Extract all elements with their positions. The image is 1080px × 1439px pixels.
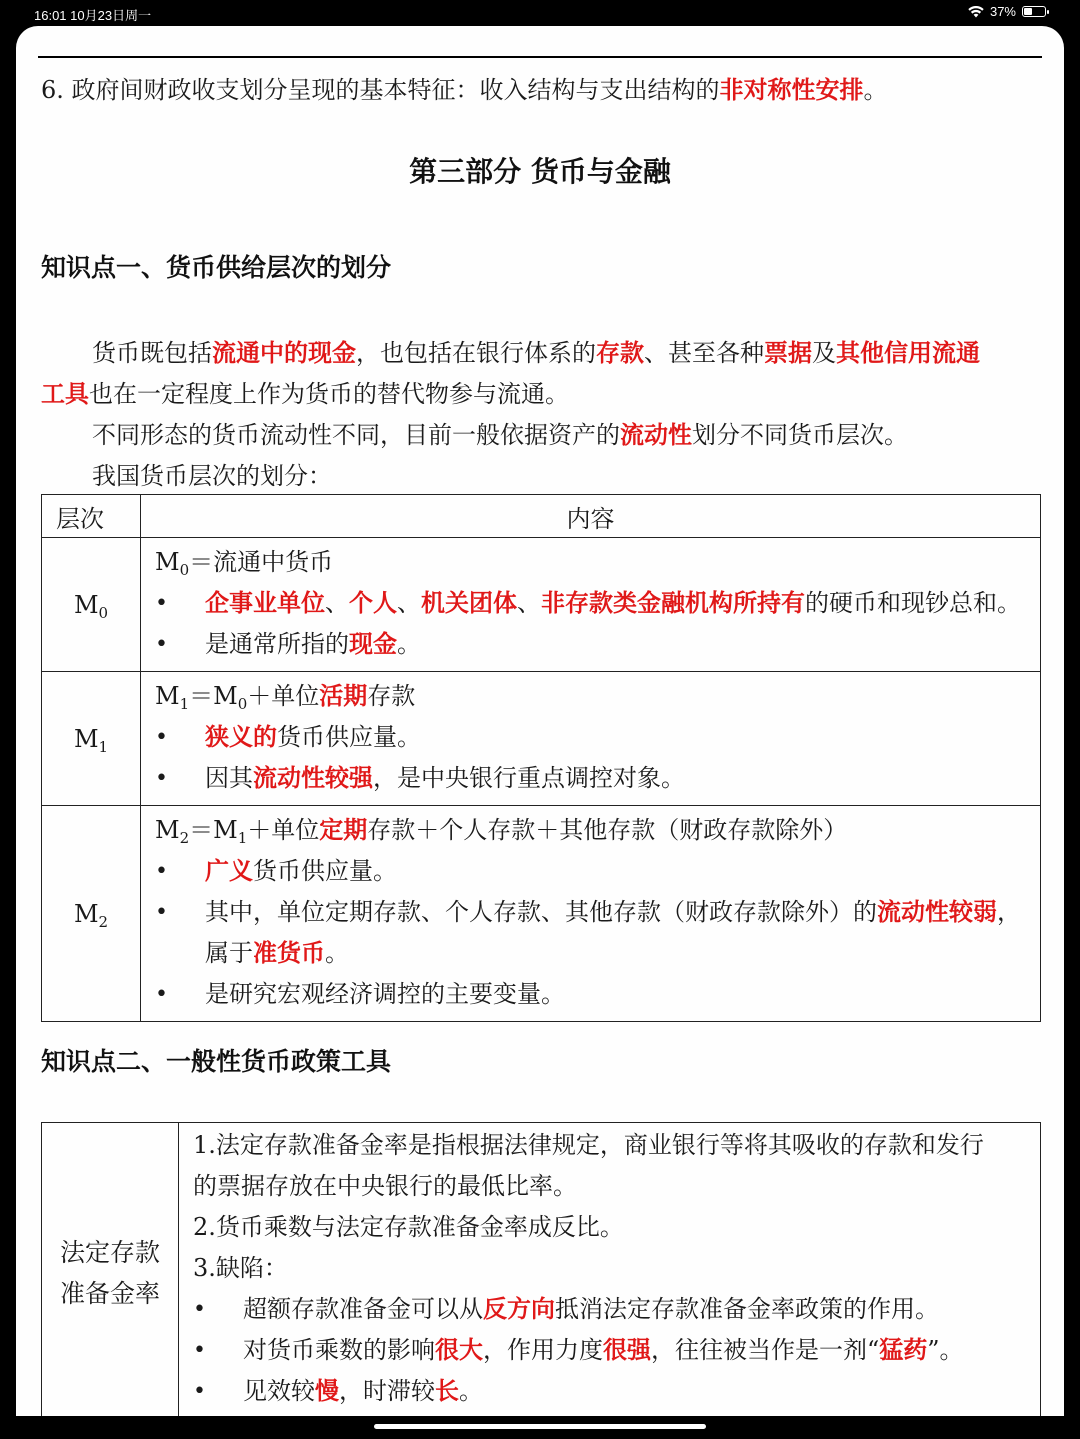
- para1-line2: [41, 374, 569, 409]
- m1-b1-end: 货币供应量。: [277, 723, 421, 751]
- reserve-ratio-content: [179, 1123, 1041, 1417]
- d2-c: ，往往被当作是一剂“: [651, 1336, 880, 1364]
- m2-b1-r: 广义: [205, 857, 253, 885]
- reserve-label-line2: 准备金率: [59, 1278, 160, 1308]
- d3-r1: 慢: [315, 1377, 339, 1405]
- table1-header-level: 层次: [42, 495, 141, 538]
- m2-content: [141, 806, 1041, 1022]
- document-page[interactable]: [16, 26, 1064, 1416]
- d2-end: ”。: [927, 1336, 964, 1364]
- m0-b1-r2: 个人: [349, 589, 397, 617]
- para1-c: ，也包括在银行体系的: [356, 339, 596, 367]
- item-6-end: 。: [863, 76, 888, 104]
- battery-icon: [1022, 6, 1046, 17]
- m2-def-sub1: 2: [179, 829, 190, 847]
- para3: 我国货币层次的划分：: [92, 462, 332, 490]
- m2-bullet-2-cont: [155, 933, 1040, 974]
- reserve-point-3: 3.缺陷：: [193, 1254, 288, 1282]
- m1-b2-a: 因其: [205, 764, 253, 792]
- table1-row-m0: [42, 538, 1041, 672]
- wifi-icon: [968, 6, 984, 18]
- battery-percent: 37%: [989, 4, 1016, 19]
- m0-label-sub: 0: [98, 603, 109, 622]
- d3-end: 。: [459, 1377, 483, 1405]
- m0-b2-end: 。: [397, 630, 421, 658]
- m2-b2-r: 流动性较弱: [877, 898, 997, 926]
- reserve-point-2: 2.货币乘数与法定存款准备金率成反比。: [193, 1213, 624, 1241]
- m1-def-c: ＋单位: [247, 682, 320, 710]
- d2-b: ，作用力度: [483, 1336, 603, 1364]
- m0-def-a: M: [155, 548, 180, 576]
- para1-d: 存款: [596, 339, 644, 367]
- m0-b2-r: 现金: [349, 630, 397, 658]
- m2-b2-a: 其中，单位定期存款、个人存款、其他存款（财政存款除外）的: [205, 898, 877, 926]
- m1-label-sub: 1: [98, 737, 109, 756]
- m2-bullet-3: • 是研究宏观经济调控的主要变量。: [155, 974, 1040, 1015]
- m2-bullet-2: [155, 892, 1040, 933]
- m1-label-text: M: [73, 724, 99, 753]
- m0-bullet-2: [155, 624, 1040, 665]
- item-6: [41, 70, 888, 105]
- m0-b1-r4: 非存款类金融机构所持有: [541, 589, 805, 617]
- d1-end: 抵消法定存款准备金率政策的作用。: [555, 1295, 939, 1323]
- defect-2: [193, 1330, 1040, 1371]
- m2-bullet-1: [155, 851, 1040, 892]
- m1-bullet-2: [155, 758, 1040, 799]
- d3-b: ，时滞较: [339, 1377, 435, 1405]
- para1-a: 货币既包括: [92, 339, 212, 367]
- m1-b2-end: ，是中央银行重点调控对象。: [373, 764, 685, 792]
- m2-def-b: ＝M: [189, 816, 238, 844]
- para1-g: 及: [812, 339, 836, 367]
- m2-b2-end: ，: [997, 898, 1021, 926]
- m2-definition: [155, 810, 1040, 851]
- m0-label-text: M: [73, 590, 99, 619]
- money-levels-table: [41, 494, 1041, 1022]
- m1-def-a: M: [155, 682, 180, 710]
- battery-fill: [1024, 8, 1032, 15]
- table1-header-content: 内容: [141, 495, 1041, 538]
- m1-label: [42, 672, 141, 806]
- m2-def-sub2: 1: [237, 829, 248, 847]
- reserve-point-1a: 1.法定存款准备金率是指根据法律规定，商业银行等将其吸收的存款和发行: [193, 1131, 984, 1159]
- d2-a: 对货币乘数的影响: [243, 1336, 435, 1364]
- m1-def-b: ＝M: [189, 682, 238, 710]
- m1-def-r: 活期: [319, 682, 368, 710]
- m0-def-b: ＝流通中货币: [189, 548, 334, 576]
- m0-b1-s3: 、: [517, 589, 541, 617]
- table1-row-m1: [42, 672, 1041, 806]
- m0-b2-a: 是通常所指的: [205, 630, 349, 658]
- para1-e: 、甚至各种: [644, 339, 764, 367]
- para1-i: 工具: [41, 380, 89, 408]
- m0-bullet-1: [155, 583, 1040, 624]
- m0-definition: [155, 542, 1040, 583]
- m1-content: [141, 672, 1041, 806]
- m1-b1-r: 狭义的: [205, 723, 277, 751]
- m2-label-sub: 2: [98, 912, 109, 931]
- m0-def-sub: 0: [179, 561, 190, 579]
- reserve-label-line1: 法定存款: [59, 1237, 160, 1267]
- m2-def-c: ＋单位: [247, 816, 320, 844]
- m1-def-d: 存款: [367, 682, 416, 710]
- para1-j: 也在一定程度上作为货币的替代物参与流通。: [89, 380, 569, 408]
- m0-b1-s2: 、: [397, 589, 421, 617]
- m2-b2-cont-a: 属于: [205, 939, 253, 967]
- status-right: [968, 4, 1046, 19]
- monetary-tools-table: [41, 1122, 1041, 1416]
- m2-def-a: M: [155, 816, 180, 844]
- table1-header-row: [42, 495, 1041, 538]
- d2-r1: 很大: [435, 1336, 483, 1364]
- m2-b2-cont-r: 准货币: [253, 939, 325, 967]
- d1-a: 超额存款准备金可以从: [243, 1295, 483, 1323]
- m0-label: [42, 538, 141, 672]
- m1-definition: [155, 676, 1040, 717]
- para2-c: 划分不同货币层次。: [692, 421, 908, 449]
- table2-row-reserve: [42, 1123, 1041, 1417]
- d3-a: 见效较: [243, 1377, 315, 1405]
- item-6-emphasis: 非对称性安排: [719, 76, 864, 104]
- para1-h: 其他信用流通: [836, 339, 980, 367]
- defect-3: [193, 1371, 1040, 1412]
- d2-r3: 猛药: [879, 1336, 928, 1364]
- reserve-ratio-label: [42, 1123, 179, 1417]
- para2-b: 流动性: [620, 421, 692, 449]
- reserve-point-1b: 的票据存放在中央银行的最低比率。: [193, 1172, 577, 1200]
- d1-r: 反方向: [483, 1295, 555, 1323]
- m2-label-text: M: [73, 899, 99, 928]
- knowledge-point-2-title: 知识点二、一般性货币政策工具: [41, 1047, 392, 1076]
- m2-def-r: 定期: [319, 816, 368, 844]
- m1-def-sub1: 1: [179, 695, 190, 713]
- home-indicator[interactable]: [374, 1424, 706, 1429]
- m2-label: [42, 806, 141, 1022]
- part-title: 第三部分 货币与金融: [409, 155, 671, 188]
- table1-row-m2: [42, 806, 1041, 1022]
- d3-r2: 长: [435, 1377, 459, 1405]
- m0-b1-end: 的硬币和现钞总和。: [805, 589, 1021, 617]
- defect-1: [193, 1289, 1040, 1330]
- para2-a: 不同形态的货币流动性不同，目前一般依据资产的: [92, 421, 620, 449]
- m0-b1-r1: 企事业单位: [205, 589, 325, 617]
- knowledge-point-1-title: 知识点一、货币供给层次的划分: [41, 253, 392, 282]
- top-rule: [38, 56, 1042, 58]
- m0-b1-r3: 机关团体: [421, 589, 517, 617]
- m0-b1-s1: 、: [325, 589, 349, 617]
- m0-content: [141, 538, 1041, 672]
- para1-b: 流通中的现金: [212, 339, 356, 367]
- m1-bullet-1: [155, 717, 1040, 758]
- d2-r2: 很强: [603, 1336, 651, 1364]
- status-time: 16:01 10月23日周一: [34, 8, 152, 23]
- m2-def-d: 存款＋个人存款＋其他存款（财政存款除外）: [367, 816, 848, 844]
- para1-line1: [92, 333, 980, 368]
- status-bar: [0, 0, 1080, 26]
- m1-def-sub2: 0: [237, 695, 248, 713]
- para2: [92, 415, 908, 450]
- m2-b2-cont-end: 。: [325, 939, 349, 967]
- item-6-text: 6. 政府间财政收支划分呈现的基本特征：收入结构与支出结构的: [41, 76, 720, 104]
- m2-b1-end: 货币供应量。: [253, 857, 397, 885]
- m1-b2-r: 流动性较强: [253, 764, 373, 792]
- para1-f: 票据: [764, 339, 812, 367]
